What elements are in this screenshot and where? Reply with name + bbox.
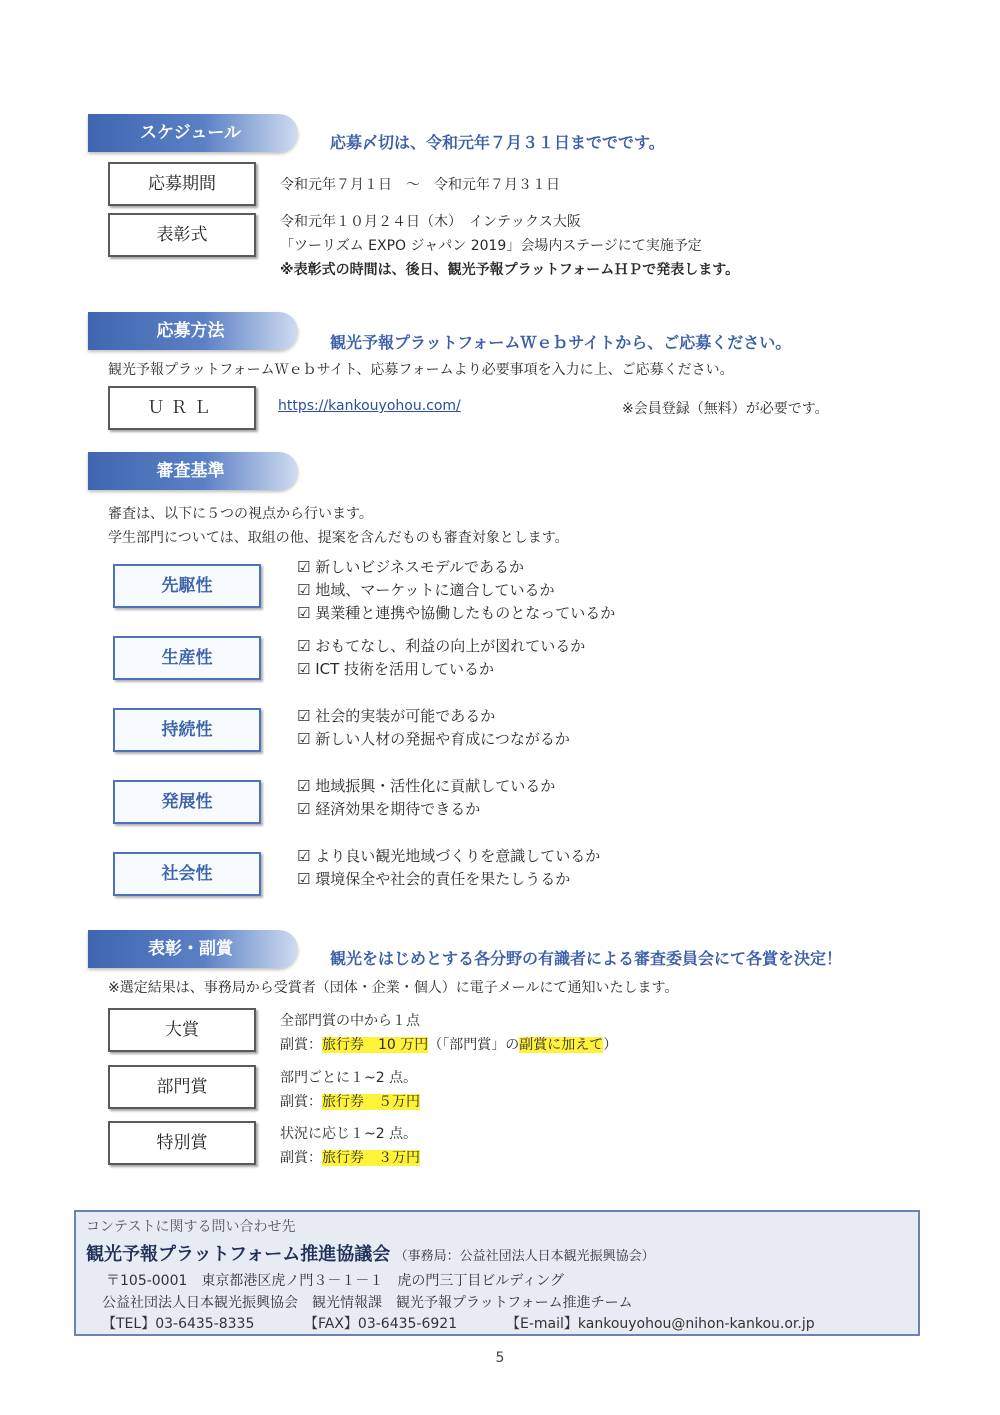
criteria-label-sustainability: 持続性	[113, 708, 261, 752]
grand-prize-label-box: 大賞	[108, 1008, 256, 1052]
criteria-item: ☑ 社会的実装が可能であるか	[297, 707, 496, 725]
awards-pill-label: 表彰・副賞	[148, 939, 233, 959]
special-prize-label-box: 特別賞	[108, 1121, 256, 1165]
department-prize-voucher: 旅行券 ５万円	[322, 1094, 420, 1110]
method-section-pill	[88, 312, 298, 350]
department-prize-prefix: 副賞：	[280, 1094, 322, 1110]
criteria-label-pioneering: 先駆性	[113, 564, 261, 608]
method-description: 観光予報プラットフォームＷｅｂサイト、応募フォームより必要事項を入力に上、ご応募ください。	[108, 362, 734, 378]
special-prize-line2	[280, 1147, 420, 1167]
grand-prize-prefix: 副賞：	[280, 1037, 322, 1053]
awards-headline: 観光をはじめとする各分野の有識者による審査委員会にて各賞を決定！	[330, 949, 843, 968]
contact-email[interactable]: 【E-mail】kankouyohou@nihon-kankou.or.jp	[506, 1316, 815, 1332]
criteria-label-sociality: 社会性	[113, 852, 261, 896]
page-number: 5	[495, 1350, 505, 1366]
criteria-item: ☑ 異業種と連携や協働したものとなっているか	[297, 604, 616, 622]
criteria-item: ☑ 地域、マーケットに適合しているか	[297, 581, 555, 599]
criteria-item: ☑ より良い観光地域づくりを意識しているか	[297, 847, 601, 865]
contact-org-sub: （事務局：公益社団法人日本観光振興協会）	[394, 1249, 655, 1264]
contact-department: 公益社団法人日本観光振興協会 観光情報課 観光予報プラットフォーム推進チーム	[102, 1295, 633, 1311]
contact-box	[74, 1210, 920, 1336]
period-text: 令和元年７月１日 ～ 令和元年７月３１日	[280, 177, 560, 193]
department-prize-line2	[280, 1091, 420, 1111]
url-note: ※会員登録（無料）が必要です。	[622, 401, 829, 417]
grand-prize-voucher: 旅行券 10 万円	[322, 1037, 429, 1053]
criteria-label-productivity: 生産性	[113, 636, 261, 680]
special-prize-voucher: 旅行券 ３万円	[322, 1150, 420, 1166]
ceremony-line2: 「ツーリズム EXPO ジャパン 2019」会場内ステージにて実施予定	[280, 238, 702, 254]
grand-prize-end: ）	[603, 1037, 618, 1053]
criteria-item: ☑ 環境保全や社会的責任を果たしうるか	[297, 870, 571, 888]
ceremony-label-box: 表彰式	[108, 213, 256, 257]
schedule-pill-label: スケジュール	[140, 123, 241, 143]
criteria-item: ☑ 新しいビジネスモデルであるか	[297, 558, 525, 576]
contact-org-name: 観光予報プラットフォーム推進協議会	[86, 1244, 391, 1265]
contact-fax: 【FAX】03-6435-6921	[304, 1316, 458, 1332]
schedule-section-pill	[88, 114, 298, 152]
criteria-intro-1: 審査は、以下に５つの視点から行います。	[108, 506, 373, 522]
grand-prize-addition: 副賞に加えて	[519, 1037, 604, 1053]
grand-prize-line1: 全部門賞の中から１点	[280, 1013, 420, 1029]
application-url-link[interactable]: https://kankouyohou.com/	[278, 398, 461, 414]
criteria-pill-label: 審査基準	[156, 461, 225, 481]
contact-heading: コンテストに関する問い合わせ先	[86, 1219, 296, 1235]
criteria-item: ☑ ICT 技術を活用しているか	[297, 660, 495, 678]
contact-address: 〒105-0001 東京都港区虎ノ門３－１－１ 虎の門三丁目ビルディング	[106, 1273, 565, 1289]
grand-prize-mid: （「部門賞」の	[428, 1037, 520, 1053]
department-prize-line1: 部門ごとに１~2 点。	[280, 1070, 418, 1086]
awards-section-pill	[88, 930, 298, 968]
awards-note: ※選定結果は、事務局から受賞者（団体・企業・個人）に電子メールにて通知いたします。	[108, 980, 679, 996]
schedule-headline: 応募〆切は、令和元年７月３１日まででです。	[330, 133, 665, 152]
criteria-section-pill	[88, 452, 298, 490]
criteria-label-development: 発展性	[113, 780, 261, 824]
url-label-box: ＵＲＬ	[108, 386, 256, 430]
contact-org	[86, 1240, 655, 1266]
method-headline: 観光予報プラットフォームＷｅｂサイトから、ご応募ください。	[330, 333, 792, 352]
special-prize-line1: 状況に応じ１~2 点。	[280, 1126, 418, 1142]
special-prize-prefix: 副賞：	[280, 1150, 322, 1166]
criteria-item: ☑ 経済効果を期待できるか	[297, 800, 481, 818]
ceremony-note: ※表彰式の時間は、後日、観光予報プラットフォームＨＰで発表します。	[280, 262, 740, 278]
criteria-intro-2: 学生部門については、取組の他、提案を含んだものも審査対象とします。	[108, 530, 569, 546]
contact-tel[interactable]: 【TEL】03-6435-8335	[102, 1316, 255, 1332]
ceremony-line1: 令和元年１０月２４日（木） インテックス大阪	[280, 214, 581, 230]
criteria-item: ☑ 新しい人材の発掘や育成につながるか	[297, 730, 570, 748]
method-pill-label: 応募方法	[156, 321, 225, 341]
department-prize-label-box: 部門賞	[108, 1065, 256, 1109]
criteria-item: ☑ 地域振興・活性化に貢献しているか	[297, 777, 556, 795]
period-label-box: 応募期間	[108, 162, 256, 206]
grand-prize-line2	[280, 1034, 617, 1054]
criteria-item: ☑ おもてなし、利益の向上が図れているか	[297, 637, 586, 655]
